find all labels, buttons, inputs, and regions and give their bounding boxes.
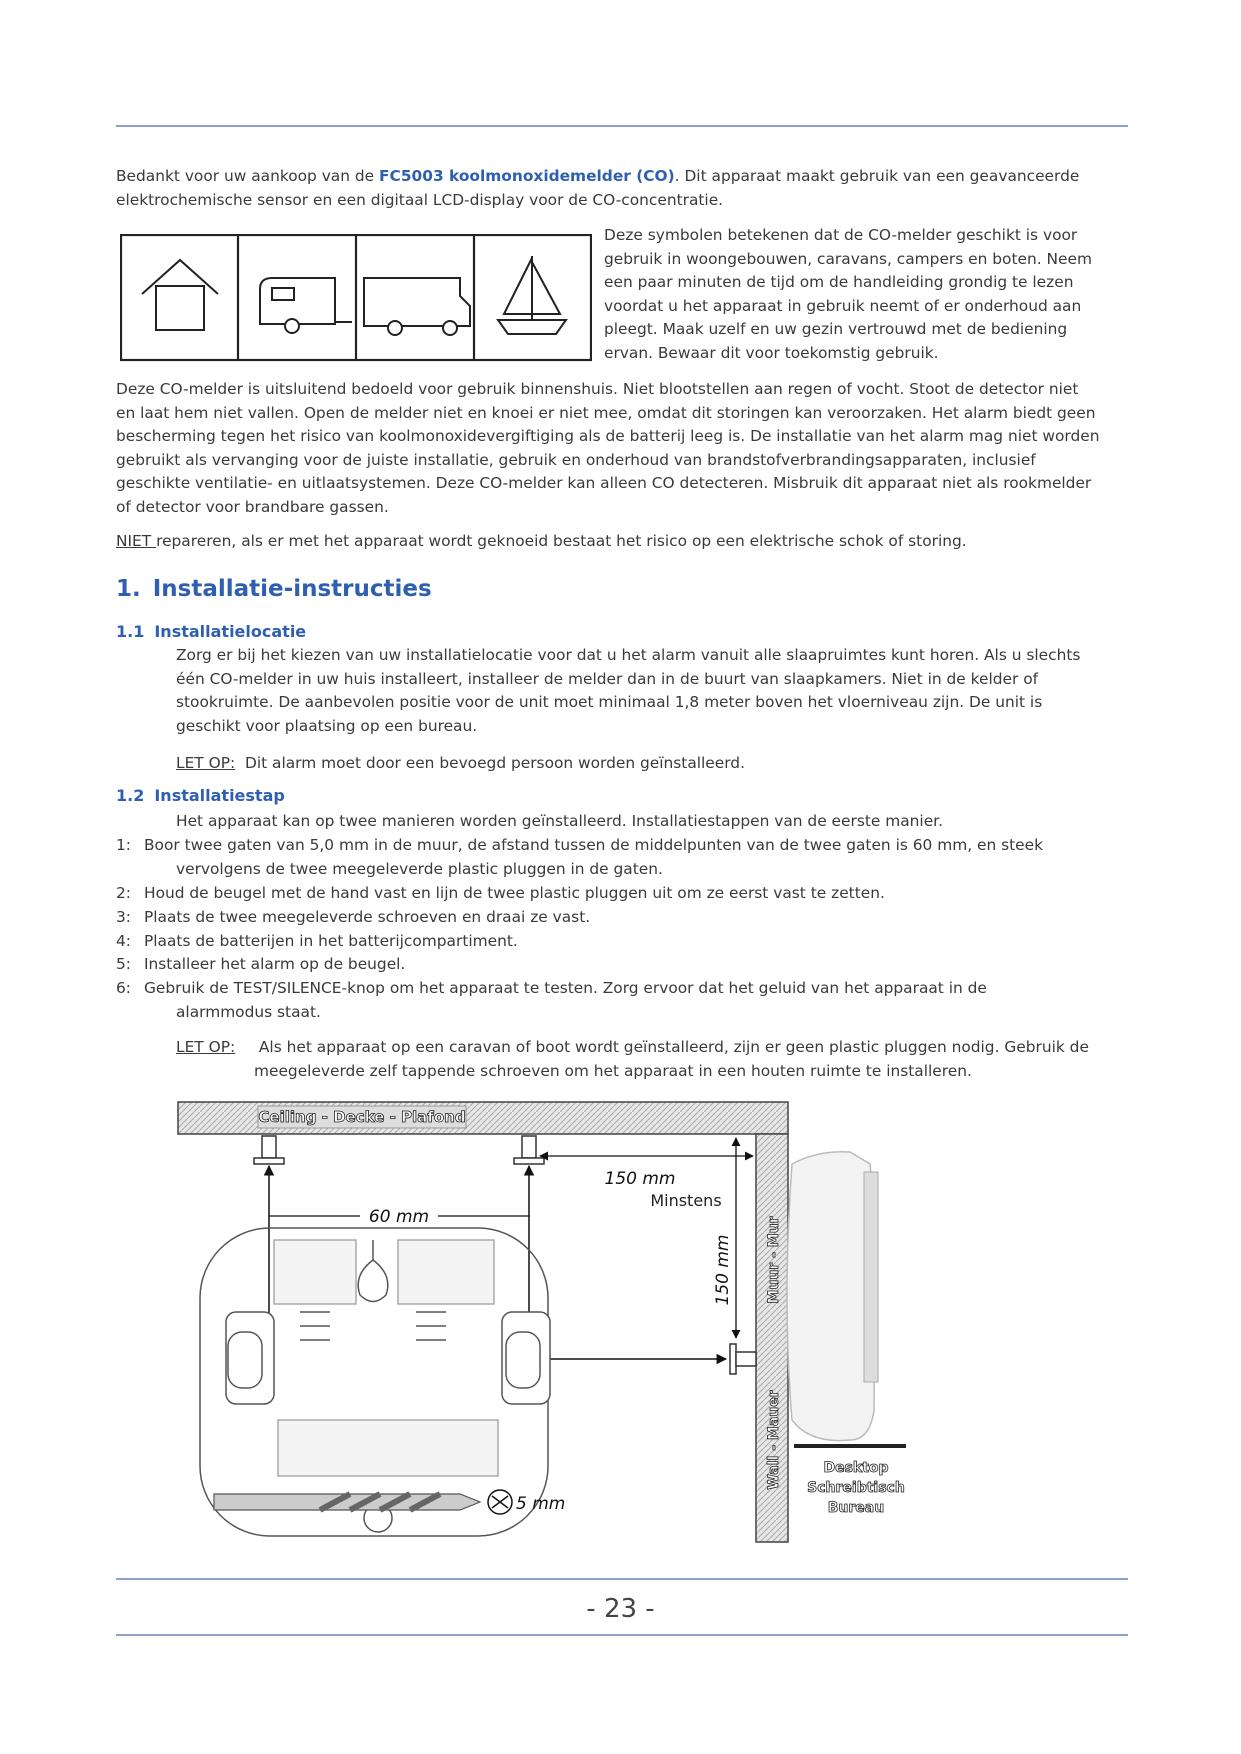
section-1-2-note: LET OP: Als het apparaat op een caravan of boot wordt geïnstalleerd, zijn er geen plastic pluggen nodig. Gebruik de meegeleverde zelf tappende schroeven om het apparaat in een houten ruimte te installeren. — [176, 1038, 1089, 1080]
install-step: 6: Gebruik de TEST/SILENCE-knop om het apparaat te testen. Zorg ervoor dat het geluid van het apparaat in de alarmmodus staat. — [116, 979, 987, 1021]
install-step: 1: Boor twee gaten van 5,0 mm in de muur, de afstand tussen de middelpunten van de twee gaten is 60 mm, en steek vervolgens de twee meegeleverde plastic pluggen in de gaten. — [116, 836, 1044, 878]
section-1-1-heading: 1.1 Installatielocatie — [116, 622, 307, 641]
wall-label-lower: Wall - Mauer — [766, 1390, 782, 1490]
desktop-label: Desktop — [823, 1460, 889, 1476]
boat-icon — [498, 256, 566, 334]
drill-bit — [214, 1490, 512, 1514]
dim-150-vertical: 150 mm — [713, 1234, 733, 1306]
drill-size-label: 5 mm — [516, 1494, 566, 1514]
page-number: - 23 - — [586, 1594, 655, 1624]
warning-paragraph: Deze CO-melder is uitsluitend bedoeld voor gebruik binnenshuis. Niet blootstellen aan regen of vocht. Stoot de detector niet en laat hem niet vallen. Open de melder niet en knoei er niet mee, omdat dit storingen kan veroorzaken. Het alarm biedt geen bescherming tegen het risico van koolmonoxidevergiftiging als de batterij leeg is. De installatie van het alarm mag niet worden gebruikt als vervanging voor de juiste installatie, gebruik en onderhoud van brandstofverbrandingsapparaten, inclusief geschikte ventilatie- en uitlaatsystemen. Deze CO-melder kan alleen CO detecteren. Misbruik dit apparaat niet als rookmelder of detector voor brandbare gassen. — [116, 380, 1100, 516]
install-step: 2: Houd de beugel met de hand vast en lijn de twee plastic pluggen uit om ze eerst vast te zetten. — [116, 884, 885, 902]
footer-rule-top — [116, 1578, 1128, 1580]
section-1-1-text: Zorg er bij het kiezen van uw installatielocatie voor dat u het alarm vanuit alle slaapruimtes kunt horen. Als u slechts één CO-melder in uw huis installeert, installeer de melder dan in de buurt van slaapkamers. Niet in de kelder of stookruimte. De aanbevolen positie voor de unit moet minimaal 1,8 meter boven het vloerniveau zijn. De unit is geschikt voor plaatsing op een bureau. — [176, 646, 1081, 735]
install-step: 4: Plaats de batterijen in het batterijcompartiment. — [116, 932, 518, 950]
wall-label-upper: Muur - Mur — [766, 1216, 782, 1304]
minstens-label: Minstens — [650, 1191, 722, 1210]
footer-rule-bottom — [116, 1634, 1128, 1636]
caravan-icon — [260, 278, 352, 333]
product-name: FC5003 koolmonoxidemelder (CO) — [379, 167, 675, 185]
symbols-description: Deze symbolen betekenen dat de CO-melder geschikt is voor gebruik in woongebouwen, caravans, campers en boten. Neem een paar minuten de tijd om de handleiding grondig te lezen voordat u het apparaat in gebruik neemt of er onderhoud aan pleegt. Maak uzelf en uw gezin vertrouwd met de bediening ervan. Bewaar dit voor toekomstig gebruik. — [604, 226, 1092, 362]
bureau-label: Bureau — [827, 1500, 885, 1516]
house-icon — [142, 260, 218, 330]
dim-60-label: 60 mm — [368, 1207, 430, 1227]
install-step: 5: Installeer het alarm op de beugel. — [116, 955, 406, 973]
header-rule — [116, 125, 1128, 127]
intro-paragraph: Bedankt voor uw aankoop van de FC5003 koolmonoxidemelder (CO). Dit apparaat maakt gebruik van een geavanceerde elektrochemische sensor en een digitaal LCD-display voor de CO-concentratie. — [116, 167, 1080, 209]
screw-right — [514, 1136, 544, 1164]
installation-diagram — [170, 1100, 950, 1546]
section-1-2-heading: 1.2 Installatiestap — [116, 786, 285, 805]
install-step: 3: Plaats de twee meegeleverde schroeven en draai ze vast. — [116, 908, 591, 926]
niet-warning: NIET repareren, als er met het apparaat wordt geknoeid bestaat het risico op een elektrische schok of storing. — [116, 532, 967, 550]
desk-surface — [794, 1444, 906, 1448]
schreibtisch-label: Schreibtisch — [807, 1480, 905, 1496]
detector-side-view — [787, 1152, 906, 1448]
dim-150-horizontal: 150 mm — [604, 1169, 676, 1189]
screw-left — [254, 1136, 284, 1164]
camper-icon — [364, 278, 470, 335]
ceiling-label: Ceiling - Decke - Plafond — [258, 1108, 466, 1126]
section-1-1-note: LET OP: Dit alarm moet door een bevoegd persoon worden geïnstalleerd. — [176, 754, 745, 772]
wall-screw — [730, 1344, 756, 1374]
section-1-2-intro: Het apparaat kan op twee manieren worden geïnstalleerd. Installatiestappen van de eerste manier. — [176, 812, 943, 830]
section-1-heading: 1. Installatie-instructies — [116, 576, 432, 602]
usage-symbols — [120, 234, 592, 362]
